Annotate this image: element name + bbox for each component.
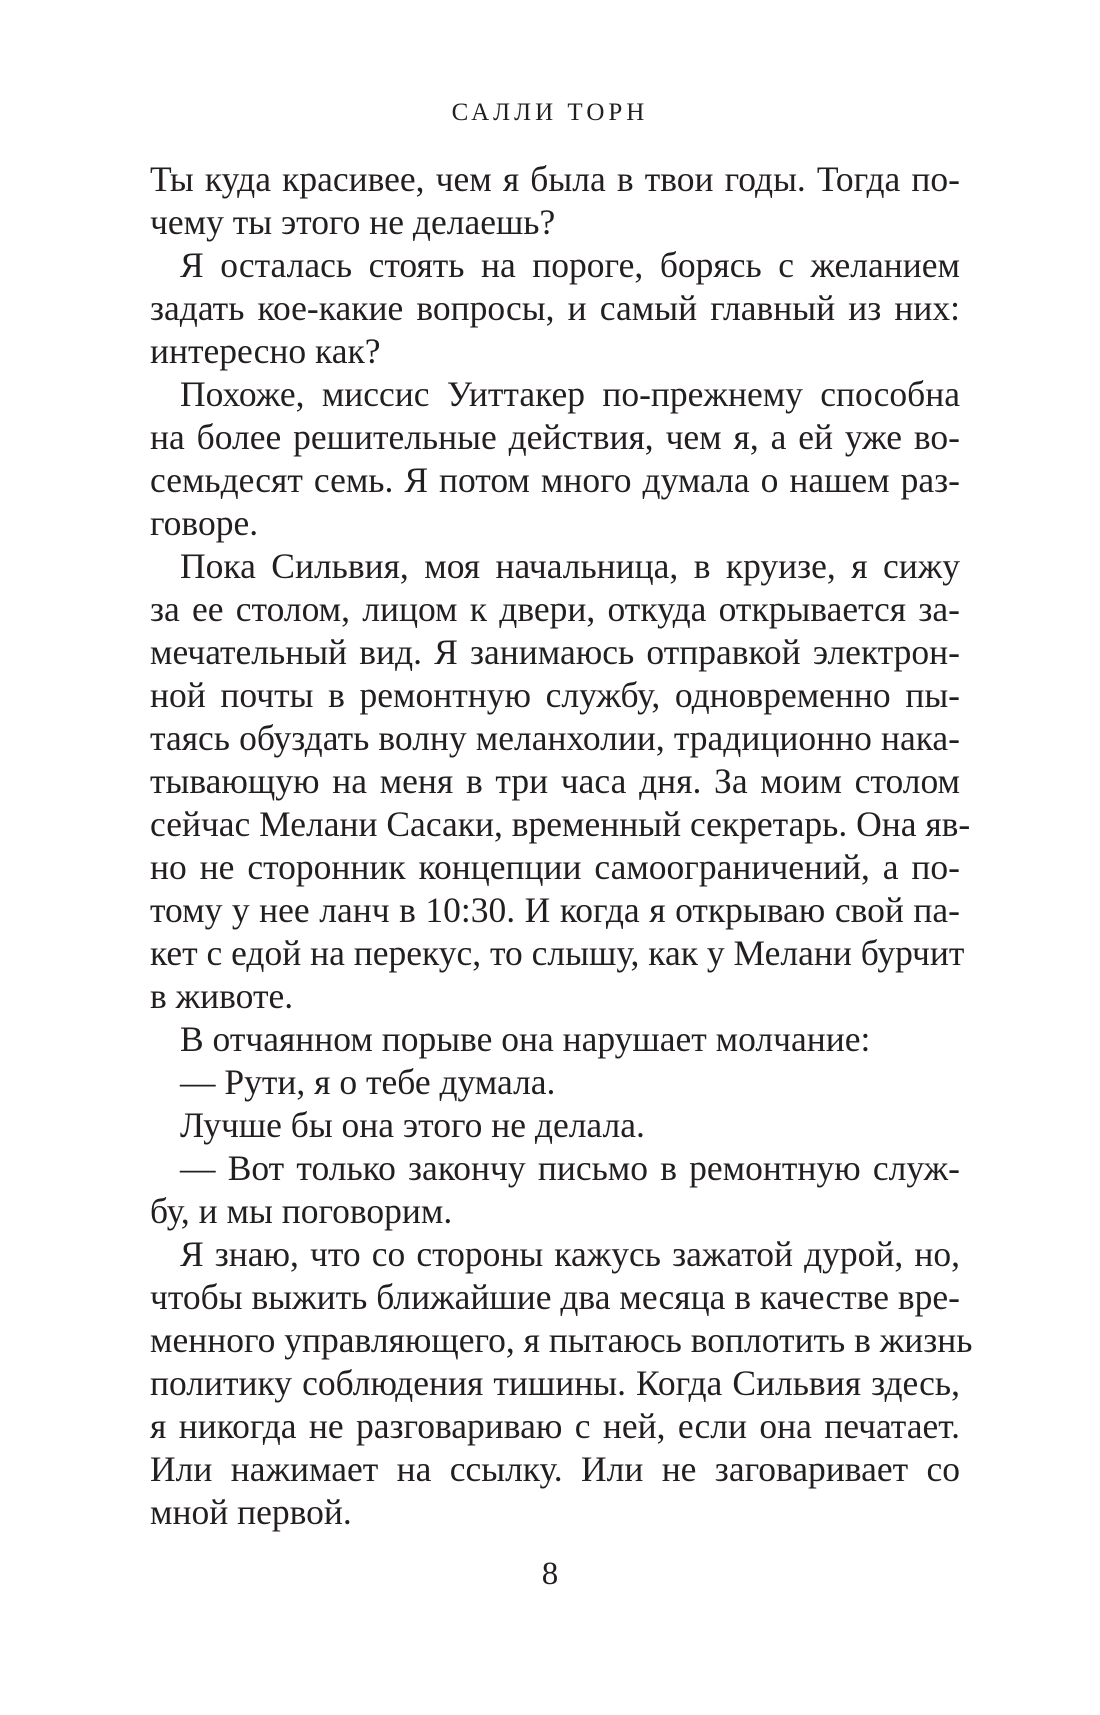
text-line: Пока Сильвия, моя начальница, в круизе, я сижу (180, 546, 960, 586)
body-text (150, 158, 973, 1534)
text-line: — Рути, я о тебе думала. (180, 1062, 556, 1102)
text-line: Я знаю, что со стороны кажусь зажатой дурой, но, (180, 1234, 960, 1274)
text-line: на более решительные действия, чем я, а ей уже во- (150, 417, 960, 457)
text-line: Похоже, миссис Уиттакер по-прежнему способна (180, 374, 960, 414)
text-line: семьдесят семь. Я потом много думала о нашем раз- (150, 460, 960, 500)
text-line: Лучше бы она этого не делала. (180, 1105, 645, 1145)
text-line: в животе. (150, 976, 294, 1016)
text-line: Ты куда красивее, чем я была в твои годы. Тогда по- (150, 159, 960, 199)
text-line: но не сторонник концепции самоограничений, а по- (150, 847, 960, 887)
text-line: — Вот только закончу письмо в ремонтную служ- (180, 1148, 960, 1188)
page-number: 8 (541, 1556, 559, 1592)
text-line: тому у нее ланч в 10:30. И когда я открываю свой па- (150, 890, 960, 930)
text-line: интересно как? (150, 331, 381, 371)
text-line: политику соблюдения тишины. Когда Сильвия здесь, (150, 1363, 960, 1403)
text-line: Я осталась стоять на пороге, борясь с желанием (180, 245, 960, 285)
text-line: чтобы выжить ближайшие два месяца в качестве вре- (150, 1277, 960, 1317)
text-line: В отчаянном порыве она нарушает молчание: (180, 1019, 871, 1059)
text-line: чему ты этого не делаешь? (150, 202, 556, 242)
text-line: мной первой. (150, 1492, 352, 1532)
text-line: я никогда не разговариваю с ней, если она печатает. (150, 1406, 960, 1446)
text-line: кет с едой на перекус, то слышу, как у Мелани бурчит (150, 933, 965, 973)
text-line: таясь обуздать волну меланхолии, традиционно нака- (150, 718, 960, 758)
text-line: мечательный вид. Я занимаюсь отправкой электрон- (150, 632, 960, 672)
text-line: Или нажимает на ссылку. Или не заговаривает со (150, 1449, 960, 1489)
text-line: тывающую на меня в три часа дня. За моим столом (150, 761, 960, 801)
text-line: за ее столом, лицом к двери, откуда открывается за- (150, 589, 960, 629)
text-line: задать кое-какие вопросы, и самый главный из них: (150, 288, 960, 328)
text-line: ной почты в ремонтную службу, одновременно пы- (150, 675, 960, 715)
running-head: САЛЛИ ТОРН (451, 99, 649, 126)
text-line: говоре. (150, 503, 259, 543)
text-line: бу, и мы поговорим. (150, 1191, 453, 1231)
text-line: сейчас Мелани Сасаки, временный секретарь. Она яв- (150, 804, 971, 844)
text-line: менного управляющего, я пытаюсь воплотить в жизнь (150, 1320, 973, 1360)
